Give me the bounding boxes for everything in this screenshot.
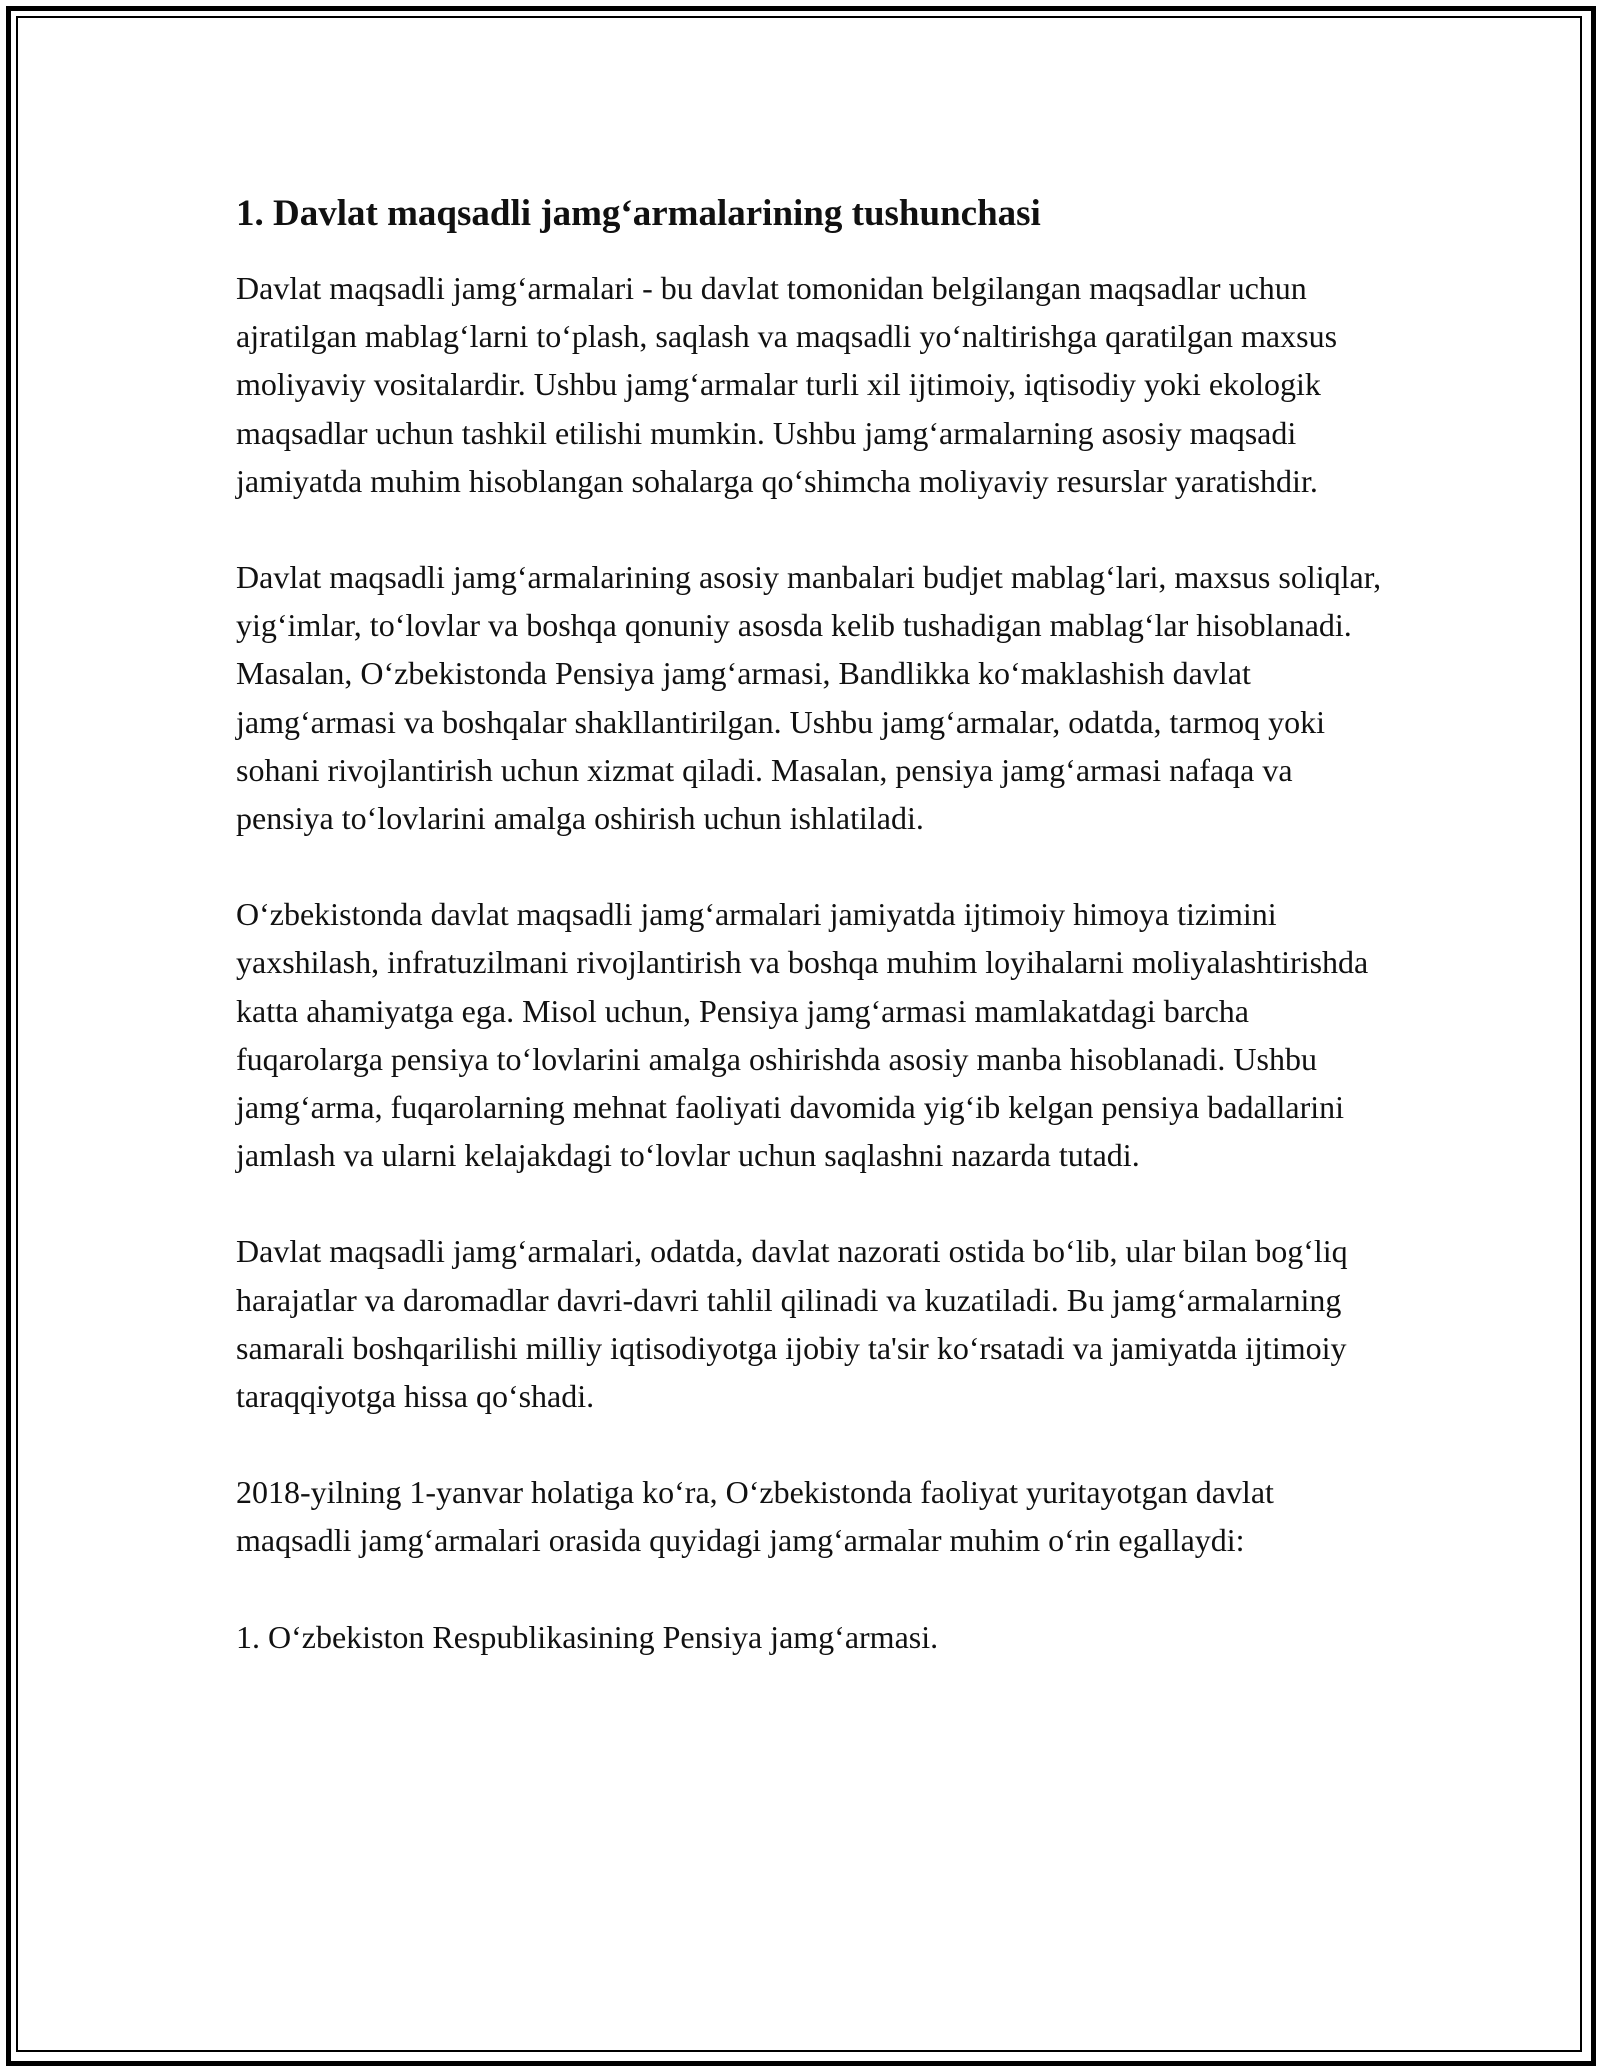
paragraph-list-intro: 2018-yilning 1-yanvar holatiga ko‘ra, O‘zbekistonda faoliyat yuritayotgan davlat maqsadli jamg‘armalari orasida quyidagi jamg‘armalar muhim o‘rin egallaydi: (236, 1474, 1274, 1559)
paragraph-control: Davlat maqsadli jamg‘armalari, odatda, davlat nazorati ostida bo‘lib, ular bilan bog‘liq harajatlar va daromadlar davri-davri tahlil qilinadi va kuzatiladi. Bu jamg‘armalarning samarali boshqarilishi milliy iqtisodiyotga ijobiy ta'sir ko‘rsatadi va jamiyatda ijtimoiy taraqqiyotga hissa qo‘shadi. (236, 1233, 1348, 1415)
paragraph-importance: O‘zbekistonda davlat maqsadli jamg‘armalari jamiyatda ijtimoiy himoya tizimini yaxshilash, infratuzilmani rivojlantirish va boshqa muhim loyihalarni moliyalashtirishda katta ahamiyatga ega. Misol uchun, Pensiya jamg‘armasi mamlakatdagi barcha fuqarolarga pensiya to‘lovlarini amalga oshirishda asosiy manba hisoblanadi. Ushbu jamg‘arma, fuqarolarning mehnat faoliyati davomida yig‘ib kelgan pensiya badallarini jamlash va ularni kelajakdagi to‘lovlar uchun saqlashni nazarda tutadi. (236, 896, 1369, 1174)
paragraph-definition: Davlat maqsadli jamg‘armalari - bu davlat tomonidan belgilangan maqsadlar uchun ajratilgan mablag‘larni to‘plash, saqlash va maqsadli yo‘naltirishga qaratilgan maxsus moliyaviy vositalardir. Ushbu jamg‘armalar turli xil ijtimoiy, iqtisodiy yoki ekologik maqsadlar uchun tashkil etilishi mumkin. Ushbu jamg‘armalarning asosiy maqsadi jamiyatda muhim hisoblangan sohalarga qo‘shimcha moliyaviy resurslar yaratishdir. (236, 270, 1338, 499)
paragraph-sources: Davlat maqsadli jamg‘armalarining asosiy manbalari budjet mablag‘lari, maxsus soliqlar, yig‘imlar, to‘lovlar va boshqa qonuniy asosda kelib tushadigan mablag‘lar hisoblanadi. Masalan, O‘zbekistonda Pensiya jamg‘armasi, Bandlikka ko‘maklashish davlat jamg‘armasi va boshqalar shakllantirilgan. Ushbu jamg‘armalar, odatda, tarmoq yoki sohani rivojlantirish uchun xizmat qiladi. Masalan, pensiya jamg‘armasi nafaqa va pensiya to‘lovlarini amalga oshirish uchun ishlatiladi. (236, 559, 1382, 837)
list-item-pension-fund: 1. O‘zbekiston Respublikasining Pensiya jamg‘armasi. (236, 1618, 939, 1655)
section-heading: 1. Davlat maqsadli jamg‘armalarining tushunchasi (236, 193, 1041, 234)
document-body (236, 186, 1386, 1661)
